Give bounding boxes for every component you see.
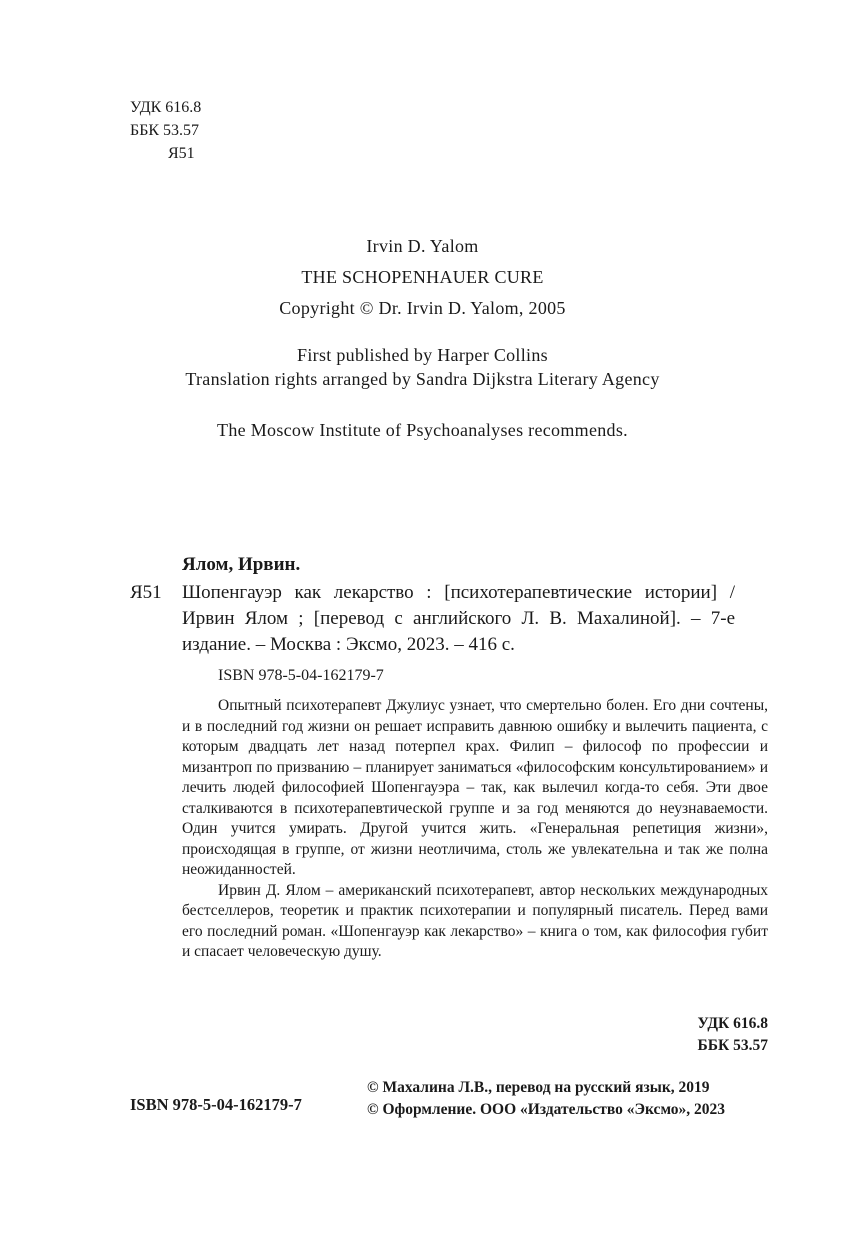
original-author: Irvin D. Yalom	[366, 236, 479, 256]
original-copyright: Copyright © Dr. Irvin D. Yalom, 2005	[279, 298, 566, 318]
bottom-udk: УДК 616.8	[697, 1015, 768, 1032]
classification-block	[130, 96, 201, 165]
copyright-translation: © Махалина Л.В., перевод на русский язык, 2019	[367, 1079, 710, 1096]
annotation-paragraph: Опытный психотерапевт Джулиус узнает, что смертельно болен. Его дни сочтены, и в последний год жизни он решает исправить давнюю ошибку и вылечить пациента, с которым двадцать лет назад потерпел крах. Филип – философ по профессии и мизантроп по призванию – планирует заниматься «философским консультированием» и лечить людей философией Шопенгауэра – так, как вылечил когда-то себя. Эти двое сталкиваются в психотерапевтической группе и за год меняются до неузнаваемости. Один учится умирать. Другой учится жить. «Генеральная репетиция жизни», происходящая в группе, от жизни неотличима, столь же увлекательна и так же полна неожиданностей.	[182, 697, 768, 878]
recommendation: The Moscow Institute of Psychoanalyses recommends.	[217, 420, 628, 440]
bottom-bbk: ББК 53.57	[697, 1037, 768, 1054]
bottom-classification	[500, 1013, 768, 1057]
bottom-isbn: ISBN 978-5-04-162179-7	[130, 1095, 302, 1114]
bbk-code: ББК 53.57	[130, 122, 200, 139]
annotation-paragraph: Ирвин Д. Ялом – американский психотерапевт, автор нескольких международных бестселлеров, теоретик и практик психотерапии и популярный писатель. Перед вами его последний роман. «Шопенгауэр как лекарство» – книга о том, как философия губит и спасает человеческую душу.	[182, 881, 768, 960]
bibliographic-author: Ялом, Ирвин.	[182, 554, 301, 575]
translation-rights: Translation rights arranged by Sandra Dijkstra Literary Agency	[185, 369, 660, 389]
udk-code: УДК 616.8	[130, 99, 202, 116]
copyright-design: © Оформление. ООО «Издательство «Эксмо», 2023	[367, 1101, 726, 1118]
copyright-block	[367, 1077, 725, 1121]
original-title: THE SCHOPENHAUER CURE	[301, 267, 544, 287]
annotation	[182, 696, 768, 963]
isbn-line: ISBN 978-5-04-162179-7	[218, 667, 384, 684]
first-published: First published by Harper Collins	[297, 345, 548, 365]
bibliographic-description: Шопенгауэр как лекарство : [психотерапевтические истории] / Ирвин Ялом ; [перевод с английского Л. В. Махалиной]. – 7-е издание. – Москва : Эксмо, 2023. – 416 с.	[182, 582, 735, 655]
bibliographic-code: Я51	[130, 582, 162, 603]
author-mark: Я51	[168, 145, 195, 162]
